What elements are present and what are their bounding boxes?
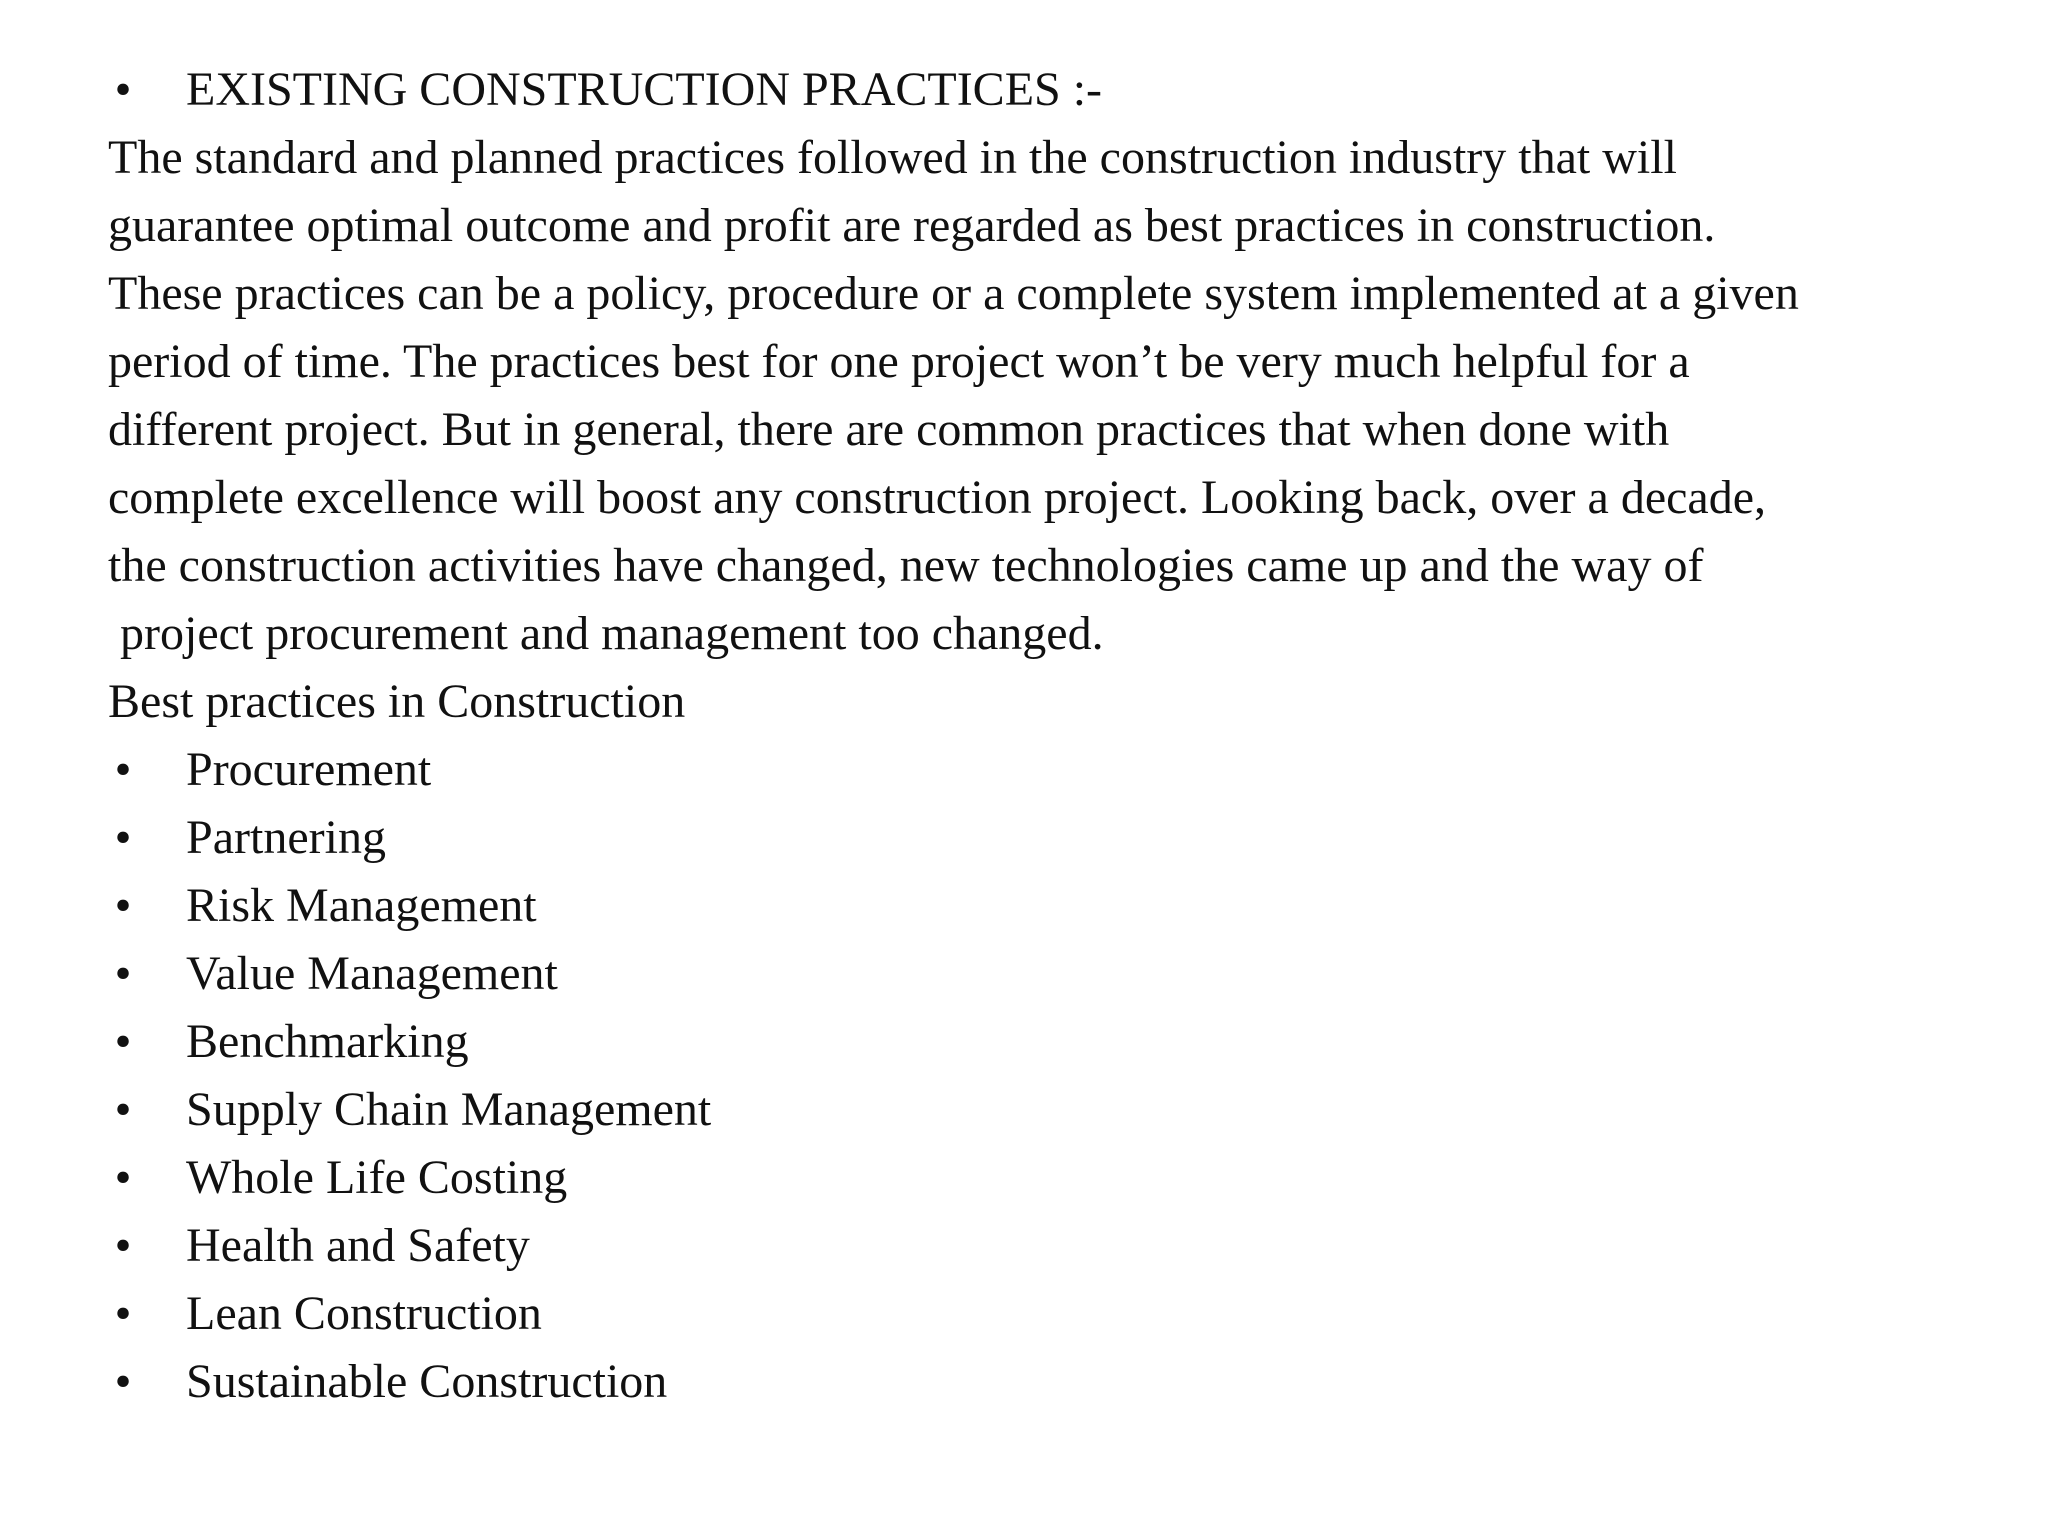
list-title: Best practices in Construction [108,675,686,728]
section-heading: EXISTING CONSTRUCTION PRACTICES :- [186,63,1103,116]
bullet-icon: • [114,743,132,796]
list-item-label: Benchmarking [186,1015,469,1068]
bullet-icon: • [114,947,132,1000]
list-item-label: Supply Chain Management [186,1083,712,1136]
paragraph-line: The standard and planned practices followed in the construction industry that will [108,131,1677,184]
bullet-icon: • [114,1083,132,1136]
list-item-label: Sustainable Construction [186,1355,668,1408]
paragraph-line: different project. But in general, there are common practices that when done with [108,403,1670,456]
bullet-icon: • [114,1015,132,1068]
list-item-label: Value Management [186,947,558,1000]
list-item-label: Risk Management [186,879,537,932]
paragraph-line: complete excellence will boost any construction project. Looking back, over a decade, [108,471,1767,524]
bullet-icon: • [114,63,132,116]
list-item-label: Procurement [186,743,432,796]
list-item-label: Partnering [186,811,386,864]
paragraph-line: guarantee optimal outcome and profit are regarded as best practices in construction. [108,199,1716,252]
bullet-icon: • [114,1355,132,1408]
list-item-label: Lean Construction [186,1287,542,1340]
bullet-icon: • [114,1151,132,1204]
bullet-icon: • [114,811,132,864]
bullet-icon: • [114,1219,132,1272]
paragraph-line: period of time. The practices best for one project won’t be very much helpful for a [108,335,1690,388]
paragraph-line: These practices can be a policy, procedure or a complete system implemented at a given [108,267,1799,320]
list-item-label: Whole Life Costing [186,1151,568,1204]
paragraph-line: the construction activities have changed, new technologies came up and the way of [108,539,1704,592]
list-item-label: Health and Safety [186,1219,530,1272]
paragraph-line: project procurement and management too changed. [120,607,1104,660]
bullet-icon: • [114,879,132,932]
bullet-icon: • [114,1287,132,1340]
